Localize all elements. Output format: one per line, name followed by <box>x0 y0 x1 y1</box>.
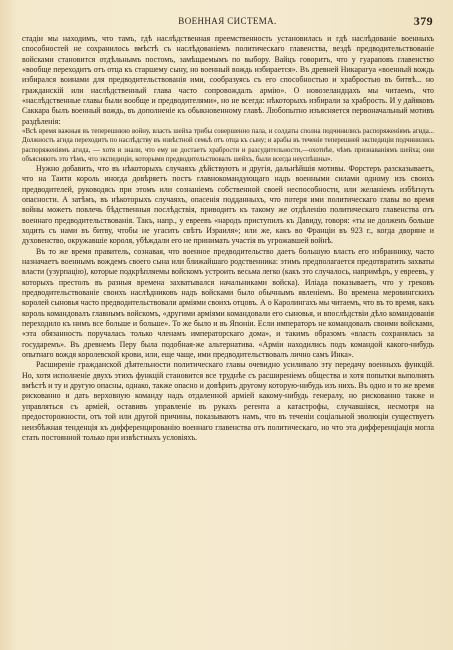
running-title: ВОЕННАЯ СИСТЕМА. <box>178 16 277 26</box>
page-number: 379 <box>413 14 433 28</box>
running-header <box>22 14 433 30</box>
paragraph: Расширеніе гражданской дѣятельности политическаго главы очевидно усиливало эту передачу военныхъ функцій. Но, хотя исполненіе двухъ этихъ функцій становится все труднѣе съ расширеніемъ общества и хотя попытки выполнять вмѣстѣ и ту и другую опасны, однако, также опасно и довѣрить другому которую-нибудь изъ нихъ. Въ одно и то же время рискованно и дать верховную команду надъ отдаленной арміей какому-нибудь генералу, но рискованно также и управляться съ арміей, оставивъ управленіе въ рукахъ регента а катастрофы, случавшіяся, несмотря на предосторожности, отъ той или другой причины, показываютъ намъ, что въ теченіи соціальной эволюціи существуетъ неизбѣжная тенденція къ дифференцированію военнаго главенства отъ политическаго, но что эта дифференціація могла стать постоянной только при извѣстныхъ условіяхъ. <box>22 360 434 442</box>
paragraph: стадіи мы находимъ, что тамъ, гдѣ наслѣдственная преемственность установилась и гдѣ наслѣдованіе военныхъ способностей не сохранилось вмѣстѣ съ наслѣдованіемъ политическаго главенства, вездѣ предводительствованіе войсками становится отдѣльнымъ постомъ, замѣщаемымъ по выбору. Вайцъ говоритъ, что у гуараповъ главенство «вообще переходитъ отъ отца къ старшему сыну, но военный вождь избирается». Въ древней Никарагуа «военный вождь избирался воинами для предводительствованія ими, сообразуясь съ его способностью и храбростью въ битвѣ... но гражданскій или наслѣдственный глава часто сопровождалъ армію». О новозеландцахъ мы читаемъ, что «наслѣдственные главы были вообще и предводителями», но не всегда: нѣкоторыхъ избирали за храбрость. И у дайяковъ Саккара былъ военный вождь, въ дополненіе къ обыкновенному главѣ. Любопытно изъясняется первоначальный мотивъ раздѣленія: <box>22 34 434 126</box>
page-body <box>22 34 434 634</box>
quotation-block: «Всѣ время важныя въ теперешнюю войну, власть шейха трибы совершенно пала, и солдаты сполна подчинились распоряженіямъ агида... Должность агида переходитъ по наслѣдству въ извѣстной семьѣ отъ отца къ сыну; и арабы въ теченіе теперешней экспедиціи подчинились распоряженіямъ агида, — хотя и знали, что ему не достаетъ храбрости и разсудительности,—охотнѣе, чѣмъ признаваніямъ шейха; они объясняютъ это тѣмъ, что экспедиціи, которыми предводительствовалъ шейхъ, были всегда неуспѣшны». <box>22 128 434 163</box>
paragraph: Нужно добавить, что въ нѣкоторыхъ случаяхъ дѣйствуютъ и другія, дальнѣйшія мотивы. Форстеръ разсказываетъ, что на Таити король иногда довѣряетъ постъ главнокомандующаго надъ военными силами одному изъ своихъ предводителей, руководясь при этомъ или сознаніемъ собственной своей неспособности, или желаніемъ избѣгнуть опасности. А затѣмъ, въ нѣкоторыхъ случаяхъ, опасенія подданныхъ, что потеря ими политическаго главы во время войны можетъ повлечь бѣдственныя послѣдствія, приводитъ къ такому же отдѣленію политическаго главенства отъ военнаго предводительствованія. Такъ, напр., у евреевъ «народъ приступилъ къ Давиду, говоря: «ты не долженъ больше ходить съ нами въ битву, чтобы не угасить свѣтъ Израиля»; или же, какъ во Франціи въ 923 г., когда дворяне и духовенство, окружавшіе короля, убѣждали его не принимать участія въ угрожавшей войнѣ. <box>22 163 434 246</box>
paragraph: Въ то же время правитель, сознавая, что военное предводительство даетъ большую власть его избраннику, часто назначаетъ военнымъ вождемъ своего сына или ближайшаго родственника: этимъ предполагается предотвратить захваты власти (узурпацію), которые подкрѣпляемы войскомъ устроить весьма легко (какъ это случалось, напримѣръ, у евреевъ, у которыхъ престолъ въ разныя времена захватывался начальниками войска). Иліада показываетъ, что у грековъ предводительствованіе своихъ наслѣдниковъ надъ войсками было обычнымъ явленіемъ. Во времена меровингскихъ королей сыновья часто предводительствовали арміями своихъ отцовъ. А о Каролингахъ мы читаемъ, что въ то время, какъ король командовалъ главнымъ войскомъ, «другими арміями командовали его сыновья, и впослѣдствіи дѣло командованія переходило къ нимъ все больше и больше». То же было и въ Японіи. Если императоръ не командовалъ своими войсками, «эта обязанность поручалась только членамъ императорскаго дома», и такимъ образомъ «власть сохранялась за государемъ». Въ древнемъ Перу была подобная-же альтернатива. «Арміи находились подъ командой какого-нибудь опытнаго вождя королевской крови, или, еще чаще, ими предводительствовалъ лично самъ Инка». <box>22 246 434 360</box>
